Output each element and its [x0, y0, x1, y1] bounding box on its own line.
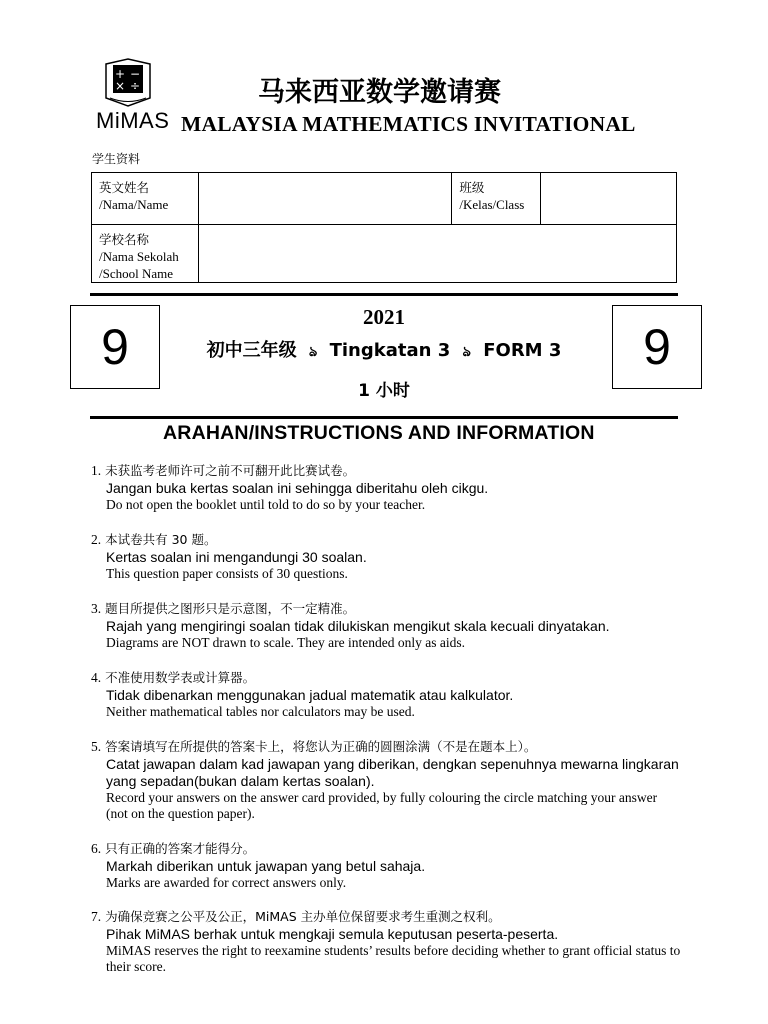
instruction-my: Jangan buka kertas soalan ini sehingga diberitahu oleh cikgu. — [106, 480, 489, 496]
name-label-cell — [92, 173, 199, 225]
svg-text:÷: ÷ — [129, 79, 141, 93]
exam-grade — [0, 336, 768, 364]
instruction-en: This question paper consists of 30 questions. — [106, 566, 348, 581]
title-english: MALAYSIA MATHEMATICS INVITATIONAL — [181, 112, 636, 136]
exam-duration: 1 小时 — [358, 381, 410, 401]
instruction-en: Neither mathematical tables nor calculators may be used. — [106, 704, 415, 719]
name-label-cn: 英文姓名 — [99, 180, 150, 195]
instruction-item-5 — [91, 738, 691, 822]
instruction-en: Diagrams are NOT drawn to scale. They are intended only as aids. — [106, 635, 466, 650]
school-label-cn: 学校名称 — [99, 232, 150, 247]
grade-my: Tingkatan 3 — [329, 340, 451, 361]
svg-text:×: × — [114, 79, 126, 93]
instruction-number: 2. — [91, 532, 102, 547]
instruction-my: Kertas soalan ini mengandungi 30 soalan. — [106, 549, 367, 565]
instruction-item-7 — [91, 908, 691, 975]
form-number-box-right: 9 — [612, 305, 702, 389]
svg-text:+: + — [114, 67, 126, 81]
instruction-number: 4. — [91, 670, 102, 685]
ornament-icon: ঌ — [308, 344, 318, 360]
instruction-item-6 — [91, 840, 691, 891]
divider-top — [90, 293, 678, 296]
instruction-cn: 答案请填写在所提供的答案卡上，将您认为正确的圆圈涂满（不是在题本上）。 — [105, 739, 537, 754]
instruction-my: Tidak dibenarkan menggunakan jadual matematik atau kalkulator. — [106, 687, 514, 703]
instruction-my: Pihak MiMAS berhak untuk mengkaji semula keputusan peserta-peserta. — [106, 926, 559, 942]
instruction-cn: 未获监考老师许可之前不可翻开此比赛试卷。 — [105, 463, 356, 478]
school-label-cell — [92, 225, 199, 283]
class-label-en: /Kelas/Class — [459, 197, 525, 212]
instruction-my: Rajah yang mengiringi soalan tidak dilukiskan mengikut skala kecuali dinyatakan. — [106, 618, 610, 634]
title-chinese: 马来西亚数学邀请赛 — [258, 77, 501, 108]
instruction-item-3 — [91, 600, 691, 651]
ornament-icon: ঌ — [462, 344, 471, 360]
school-label-en: /School Name — [99, 266, 174, 281]
instruction-number: 3. — [91, 601, 102, 616]
class-label-cell — [452, 173, 541, 225]
student-info-table — [91, 172, 677, 283]
class-label-cn: 班级 — [459, 180, 485, 195]
grade-cn: 初中三年级 — [206, 340, 297, 361]
instruction-en: MiMAS reserves the right to reexamine students’ results before deciding whether to grant official status to their score. — [106, 943, 681, 974]
instruction-en: Do not open the booklet until told to do so by your teacher. — [106, 497, 426, 512]
instructions-heading: ARAHAN/INSTRUCTIONS AND INFORMATION — [163, 422, 595, 444]
instruction-my: Catat jawapan dalam kad jawapan yang diberikan, dengkan sepenuhnya mewarna lingkaran yang sepadan(bukan dalam kertas soalan). — [106, 756, 679, 789]
instruction-cn: 本试卷共有 30 题。 — [105, 532, 217, 547]
instruction-number: 1. — [91, 463, 102, 478]
student-info-title: 学生资料 — [92, 152, 141, 166]
mimas-logo — [92, 58, 172, 132]
instruction-en: Record your answers on the answer card provided, by fully colouring the circle matching your answer (not on the question paper). — [106, 790, 658, 821]
instruction-number: 6. — [91, 841, 102, 856]
school-label-my: /Nama Sekolah — [99, 249, 179, 264]
form-number-box-left: 9 — [70, 305, 160, 389]
instruction-number: 7. — [91, 909, 102, 924]
school-input-cell[interactable] — [198, 225, 676, 283]
instruction-en: Marks are awarded for correct answers only. — [106, 875, 347, 890]
instruction-cn: 不准使用数学表或计算器。 — [105, 670, 256, 685]
exam-year: 2021 — [363, 305, 405, 329]
logo-text: MiMAS — [96, 108, 170, 133]
grade-en: FORM 3 — [483, 340, 562, 361]
instruction-item-4 — [91, 669, 691, 720]
instruction-my: Markah diberikan untuk jawapan yang betul sahaja. — [106, 858, 426, 874]
instruction-item-2 — [91, 531, 691, 582]
instruction-cn: 为确保竞赛之公平及公正，MiMAS 主办单位保留要求考生重测之权利。 — [105, 909, 501, 924]
name-label-en: /Nama/Name — [99, 197, 169, 212]
instruction-cn: 只有正确的答案才能得分。 — [105, 841, 256, 856]
class-input-cell[interactable] — [541, 173, 677, 225]
instruction-item-1 — [91, 462, 691, 513]
instruction-number: 5. — [91, 739, 102, 754]
divider-bottom — [90, 416, 678, 419]
name-input-cell[interactable] — [198, 173, 451, 225]
svg-text:−: − — [129, 67, 141, 81]
instruction-cn: 题目所提供之图形只是示意图，不一定精准。 — [105, 601, 356, 616]
calculator-emblem-icon — [102, 58, 154, 108]
